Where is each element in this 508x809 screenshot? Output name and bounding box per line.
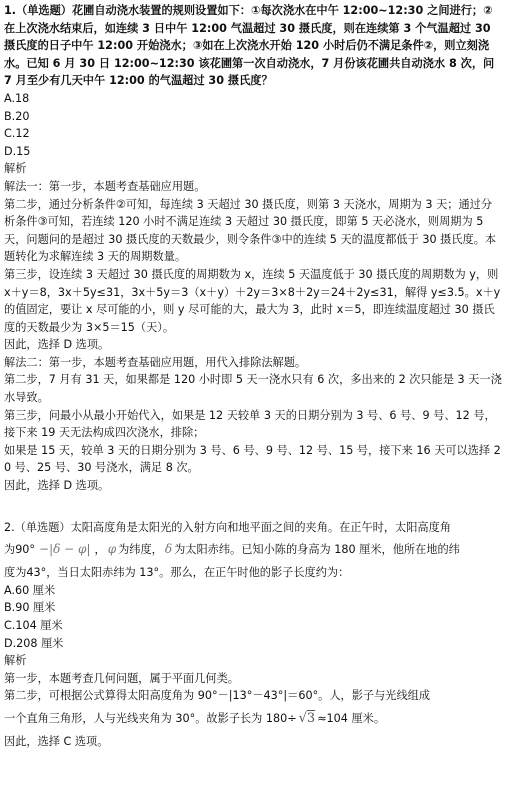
analysis-paragraph: 如果是 15 天，较单 3 天的日期分别为 3 号、6 号、9 号、12 号、15 号，接下来 16 天可以选择 20 号、25 号、30 号浇水，满足 8 次。 bbox=[4, 443, 501, 475]
question-1 bbox=[4, 2, 502, 495]
option-b: B.20 bbox=[4, 109, 30, 123]
analysis-paragraph: 第一步，本题考查几何问题，属于平面几何类。 bbox=[4, 671, 239, 685]
option-d: D.15 bbox=[4, 144, 31, 158]
analysis-paragraph: 第二步，可根据公式算得太阳高度角为 90°－|13°－43°|＝60°。人，影子与光线组成 bbox=[4, 689, 431, 703]
analysis-formula-line bbox=[4, 705, 502, 733]
analysis-conclusion: 因此，选择 D 选项。 bbox=[4, 479, 110, 493]
question-2-stem: 2.（单选题）太阳高度角是太阳光的入射方向和地平面之间的夹角。在正午时，太阳高度角 bbox=[4, 520, 451, 534]
analysis-paragraph: 第三步，设连续 3 天超过 30 摄氏度的周期数为 x，连续 5 天温度低于 30 摄氏度的周期数为 y，则 x＋y＝8，3x＋5y≤31，3x＋5y＝3（x＋y）＋2y＝3×8＋2y＝24＋2y≤31，解得 y≤3.5。x＋y 的值固定，要让 x 尽可能的小，则 y 尽可能的大，最大为 3，此时 x＝5，即连续温度超过 30 摄氏度的天数最少为 3×5＝15（天）。 bbox=[4, 267, 504, 334]
analysis-text: ≈104 厘米。 bbox=[317, 712, 386, 726]
analysis-conclusion: 因此，选择 C 选项。 bbox=[4, 734, 109, 748]
question-1-stem: 1.（单选题）花圃自动浇水装置的规则设置如下：①每次浇水在中午 12:00~12:30 之间进行；②在上次浇水结束后，如连续 3 日中午 12:00 气温超过 30 摄氏度，则在连续第 3 个气温超过 30 摄氏度的日子中午 12:00 开始浇水；③如在上次浇水开始 120 小时后仍不满足条件②，则立刻浇水。已知 6 月 30 日 12:00~12:30 该花圃第一次自动浇水，7 月份该花圃共自动浇水 8 次，问 7 月至少有几天中午 12:00 的气温超过 30 摄氏度？ bbox=[4, 4, 499, 88]
option-c: C.12 bbox=[4, 127, 30, 141]
question-2-stem-end: 度为43°，当日太阳赤纬为 13°。那么，在正午时他的影子长度约为： bbox=[4, 566, 350, 580]
analysis-paragraph: 解法二：第一步，本题考查基础应用题，用代入排除法解题。 bbox=[4, 355, 307, 369]
stem-text: 为太阳赤纬。已知小陈的身高为 180 厘米，他所在地的纬 bbox=[174, 543, 460, 557]
option-d: D.208 厘米 bbox=[4, 636, 64, 650]
analysis-paragraph: 第二步，7 月有 31 天，如果都是 120 小时即 5 天一浇水只有 6 次，多出来的 2 次只能是 3 天一浇水导致。 bbox=[4, 373, 502, 405]
question-1-options bbox=[4, 90, 502, 160]
altitude-formula: −|δ − φ| bbox=[39, 542, 91, 557]
stem-text: ， bbox=[94, 543, 106, 557]
option-b: B.90 厘米 bbox=[4, 601, 56, 615]
analysis-text: 一个直角三角形，人与光线夹角为 30°。故影子长为 180÷ bbox=[4, 712, 297, 726]
option-a: A.18 bbox=[4, 91, 30, 105]
analysis-conclusion: 因此，选择 D 选项。 bbox=[4, 338, 110, 352]
option-a: A.60 厘米 bbox=[4, 583, 56, 597]
analysis-paragraph: 解法一：第一步，本题考查基础应用题。 bbox=[4, 179, 206, 193]
analysis-label: 解析 bbox=[4, 162, 27, 176]
analysis-paragraph: 第二步，通过分析条件②可知，每连续 3 天超过 30 摄氏度，则第 3 天浇水，周期为 3 天；通过分析条件③可知，若连续 120 小时不满足连续 3 天超过 30 摄氏度，即第 5 天必浇水，则周期为 5 天，问题问的是超过 30 摄氏度的天数最少，则令条件③中的连续 5 天的温度都低于 30 摄氏度。本题转化为求解连续 3 天的周期数量。 bbox=[4, 197, 497, 264]
question-2-formula-line bbox=[4, 536, 502, 564]
analysis-paragraph: 第三步，问最小从最小开始代入，如果是 12 天较单 3 天的日期分别为 3 号、6 号、9 号、12 号，接下来 19 天无法构成四次浇水，排除； bbox=[4, 408, 496, 440]
sqrt-symbol: √ bbox=[298, 711, 307, 727]
option-c: C.104 厘米 bbox=[4, 619, 63, 632]
delta-symbol: δ bbox=[164, 542, 173, 557]
sqrt-radicand: 3 bbox=[306, 711, 316, 727]
stem-text: 为90° bbox=[4, 543, 36, 557]
sqrt-three bbox=[297, 710, 318, 728]
question-2-options bbox=[4, 582, 502, 652]
question-spacer bbox=[4, 495, 502, 519]
phi-symbol: φ bbox=[107, 542, 117, 557]
stem-text: 为纬度， bbox=[118, 543, 163, 557]
analysis-label: 解析 bbox=[4, 654, 27, 668]
question-2 bbox=[4, 519, 502, 751]
